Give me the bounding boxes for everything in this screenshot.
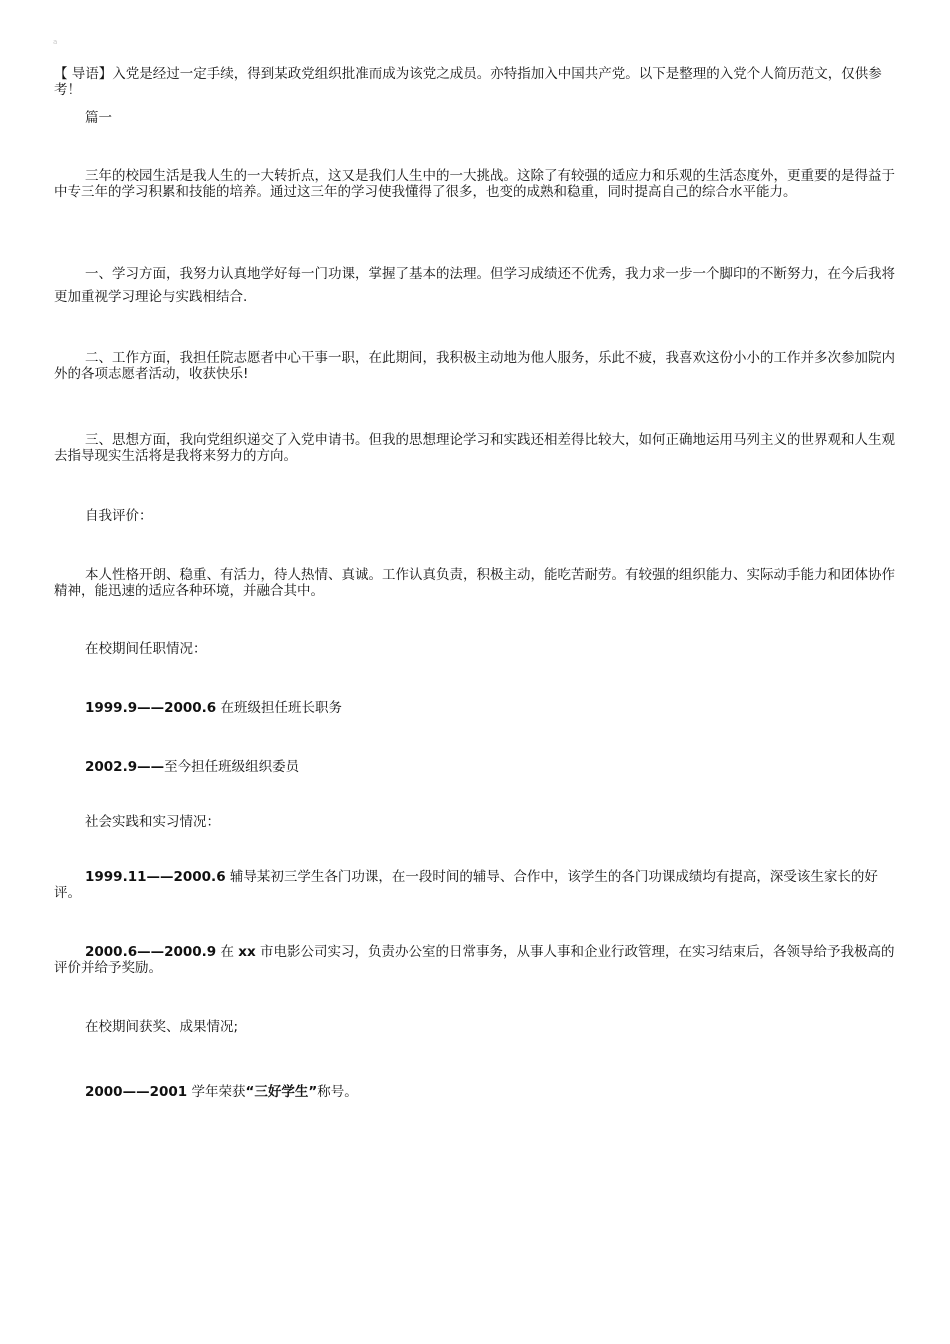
position-2 xyxy=(85,759,299,775)
practice-1-text: 辅导某初三学生各门功课，在一段时间的辅导、合作中，该学生的各门功课成绩均有提高，深受该生家长的好评。 xyxy=(54,869,878,901)
practice-title: 社会实践和实习情况： xyxy=(85,814,220,830)
practice-2 xyxy=(54,944,896,976)
page-corner-mark: a xyxy=(53,38,58,46)
position-1-date: 1999.9——2000.6 xyxy=(85,700,217,716)
work-paragraph: 二、工作方面，我担任院志愿者中心干事一职，在此期间，我积极主动地为他人服务，乐此不疲，我喜欢这份小小的工作并多次参加院内外的各项志愿者活动，收获快乐! xyxy=(54,350,895,382)
position-2-text: 至今担任班级组织委员 xyxy=(164,759,300,775)
award-1-text-a: 学年荣获 xyxy=(187,1084,246,1100)
award-1 xyxy=(85,1084,358,1100)
award-1-date: 2000——2001 xyxy=(85,1084,188,1100)
campus-life-paragraph: 三年的校园生活是我人生的一大转折点，这又是我们人生中的一大挑战。这除了有较强的适应力和乐观的生活态度外，更重要的是得益于中专三年的学习积累和技能的培养。通过这三年的学习使我懂得了很多，也变的成熟和稳重，同时提高自己的综合水平能力。 xyxy=(54,168,895,200)
intro-bracket-label: 【 导语】 xyxy=(54,66,113,82)
practice-2-text-b: 市电影公司实习，负责办公室的日常事务，从事人事和企业行政管理，在实习结束后，各领导给予我极高的评价并给予奖励。 xyxy=(54,944,895,976)
section-title: 篇一 xyxy=(85,110,112,126)
intro-text: 入党是经过一定手续，得到某政党组织批准而成为该党之成员。亦特指加入中国共产党。以下是整理的入党个人简历范文，仅供参考！ xyxy=(54,66,882,98)
thought-paragraph: 三、思想方面，我向党组织递交了入党申请书。但我的思想理论学习和实践还相差得比较大，如何正确地运用马列主义的世界观和人生观去指导现实生活将是我将来努力的方向。 xyxy=(54,432,895,464)
award-1-quote: “三好学生” xyxy=(245,1084,318,1100)
position-1 xyxy=(85,700,342,716)
awards-title: 在校期间获奖、成果情况; xyxy=(85,1019,239,1035)
practice-1 xyxy=(54,869,896,901)
position-1-text: 在班级担任班长职务 xyxy=(216,700,342,716)
practice-2-xx: xx xyxy=(238,944,256,960)
award-1-text-b: 称号。 xyxy=(317,1084,358,1100)
intro-paragraph xyxy=(54,66,896,98)
practice-2-text-a: 在 xyxy=(216,944,239,960)
practice-2-date: 2000.6——2000.9 xyxy=(85,944,217,960)
study-paragraph: 一、学习方面，我努力认真地学好每一门功课，掌握了基本的法理。但学习成绩还不优秀，我力求一步一个脚印的不断努力，在今后我将更加重视学习理论与实践相结合. xyxy=(54,266,895,305)
practice-1-date: 1999.11——2000.6 xyxy=(85,869,226,885)
positions-title: 在校期间任职情况： xyxy=(85,641,207,657)
self-eval-paragraph: 本人性格开朗、稳重、有活力，待人热情、真诚。工作认真负责，积极主动，能吃苦耐劳。有较强的组织能力、实际动手能力和团体协作精神，能迅速的适应各种环境，并融合其中。 xyxy=(54,567,895,599)
self-eval-title: 自我评价： xyxy=(85,508,153,524)
position-2-date: 2002.9—— xyxy=(85,759,165,775)
